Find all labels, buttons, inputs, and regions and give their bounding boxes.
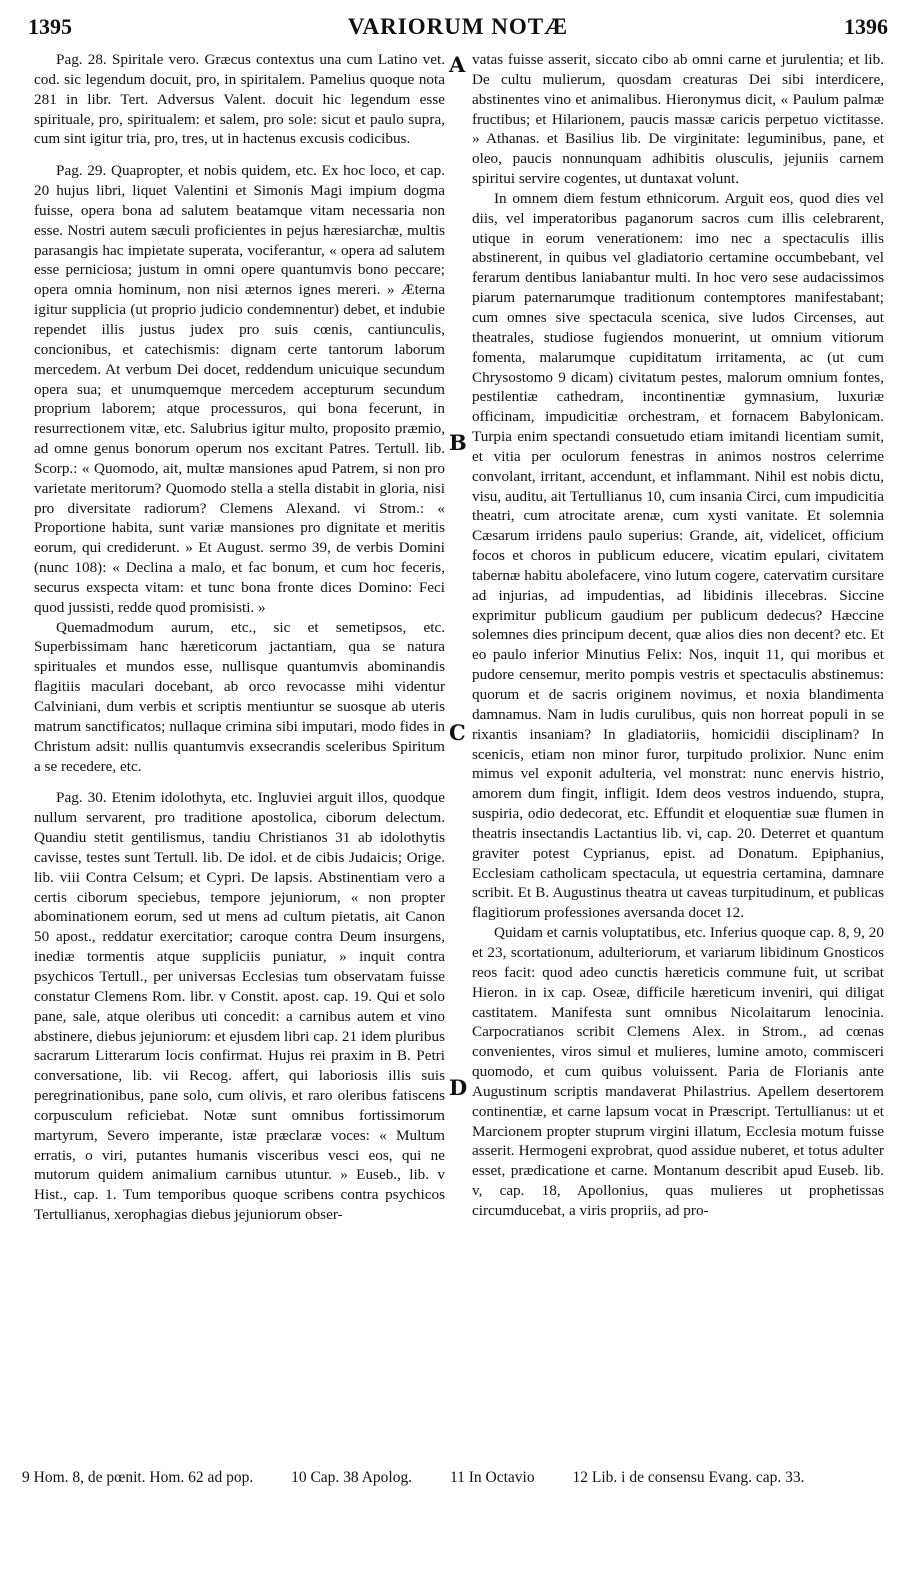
footnote: 9 Hom. 8, de pœnit. Hom. 62 ad pop.: [22, 1469, 254, 1486]
note-paragraph: vatas fuisse asserit, siccato cibo ab omni carne et jurulentia; et lib. De cultu mulierum, quosdam creaturas Dei sibi interdicere, abstinentes vino et animalibus. Hieronymus dicit, « Paulum palmæ fructibus; et Hilarionem, paucis massæ caricis perpetuo victitasse. » Athanas. et Basilius lib. De virginitate: leguminibus, pane, et oleo, paucis nonnunquam adhibitis olusculis, jejuniis carnem spiritui servire cogentes, ut duntaxat volunt.: [472, 51, 884, 188]
margin-letter-a: A: [449, 52, 466, 77]
left-column: [34, 50, 445, 1225]
footnote: 11 In Octavio: [449, 1469, 535, 1486]
margin-letter-d: D: [449, 1075, 468, 1100]
margin-letter-c: C: [449, 720, 466, 745]
footnotes: [22, 1467, 892, 1489]
note-paragraph: In omnem diem festum ethnicorum. Arguit eos, quod dies vel diis, vel imperatoribus paganorum sacros cum illis celebrarent, utique in eorum venerationem: imo nec a spectaculis illis abstinerent, in quibus vel gladiatorio certamine occumbebant, vel ferarum dentibus laniabantur multi. In hoc vero sese audacissimos piarum paternarumque traditionum contemptores manifestabant; cum omnes sive spectacula scenica, sive ludos Circenses, aut theatrales, studiose fugiendos monuerint, ut omnium vitiorum fomenta, malarumque cupiditatum irritamenta, ac (ut cum Chrysostomo 9 dicam) civitatum pestes, malorum omnium fontes, pestilentiæ cathedram, incontinentiæ gymnasium, luxuriæ officinam, impudicitiæ orchestram, et fornacem Babylonicam. Turpia enim spectandi consuetudo etiam imitandi licentiam sumit, et vitia per oculorum fenestras in animos nostros celerrime convolant, irritant, accendunt, et inflammant. Nihil est nobis dictu, visu, auditu, ait Tertullianus 10, cum insania Circi, cum impudicitia theatri, cum atrocitate arenæ, cum xysti vanitate. Et solemnia Cæsarum irridens paulo superius: Grande, ait, videlicet, officium focos et choros in publicum educere, vicatim epulari, civitatem tabernæ habitu abolefacere, vino lutum cogere, catervatim cursitare ad injurias, ad impudentias, ad libidinis illecebras. Siccine exprimitur publicum gaudium per publicum dedecus? Hæccine solemnes dies principum decent, quæ alios dies non decent? etc. Et eo paulo inferior Minutius Felix: Nos, inquit 11, qui moribus et pudore censemur, merito pompis vestris et spectaculis abstinemus: quorum et de sacris originem novimus, et noxia blandimenta damnamus. Nam in ludis curulibus, quis non horreat populi in se rixantis insaniam? In gladiatoriis, homicidii disciplinam? In scenicis, etiam non minor furor, turpitudo prolixior. Nunc enim mimus vel exponit adulteria, vel monstrat: nunc enervis histrio, amorem dum fingit, infligit. Idem deos vestros induendo, stupra, suspiria, odio dedecorat, etc. Effundit et eloquentiæ suæ flumen in theatris insectandis Lactantius lib. vi, cap. 20. Deterret et quantum graviter potest Cyprianus, epist. ad Donatum. Epiphanius, Ecclesiam catholicam spectacula, ut equestria certamina, damnare scribit. Et B. Augustinus theatra ut caveas turpitudinum, et publicas flagitiorum professiones aversanda docet 12.: [472, 189, 884, 922]
note-paragraph: Pag. 28. Spiritale vero. Græcus contextus una cum Latino vet. cod. sic legendum docuit, pro, in spiritalem. Pamelius quoque nota 281 in libr. Tert. Adversus Valent. docuit hic legendum esse spirituale, pro, spiritualem: et salem, pro sole: sicut et paulo supra, cum sint igitur tria, pro, tres, ut in hactenus excusis codicibus.: [34, 51, 445, 148]
right-column: [472, 50, 884, 1221]
page-header: [28, 14, 888, 42]
footnote: 10 Cap. 38 Apolog.: [291, 1469, 413, 1486]
margin-letter-b: B: [449, 430, 467, 455]
note-paragraph: Quemadmodum aurum, etc., sic et semetipsos, etc. Superbissimam hanc hæreticorum jactantiam, qua se natura spirituales et mundos esse, nullisque quantumvis abominandis flagitiis maculari docebant, ab orco revocasse mihi videntur Calviniani, dum verbis et scriptis mentiuntur se suosque ab uteris matrum sanctificatos; nullaque crimina sibi imputari, modo fides in Christum adsit: nullis quantumvis exsecrandis sceleribus Spiritum a se recedere, etc.: [34, 618, 445, 775]
footnote: 12 Lib. i de consensu Evang. cap. 33.: [572, 1469, 805, 1486]
note-paragraph: Pag. 30. Etenim idolothyta, etc. Ingluviei arguit illos, quodque nullum servarent, pro traditione apostolica, ciborum delectum. Quandiu stetit gentilismus, tandiu Christianos 31 ab idolothytis cavisse, testes sunt Tertull. lib. De idol. et de cibis Judaicis; Orige. lib. viii Contra Celsum; et Cypri. De lapsis. Abstinentiam vero a certis ciborum speciebus, tempore jejuniorum, « non propter abominationem eorum, sed ut mens ad cultum pietatis, ait Canon 50 apost., reddatur exercitatior; caroque contra Deum insurgens, inediæ tormentis atque suppliciis puniatur, » inquit contra psychicos Tertull., per universas Ecclesias tum observatam fuisse constatur Clemens Rom. libr. v Constit. apost. cap. 19. Qui et solo pane, sale, atque oleribus uti concedit: a carnibus autem et vino abstinere, diebus jejuniorum: et ejusdem libri cap. 21 idem pluribus sacrarum Litterarum locis confirmat. Hujus rei praxim in B. Petri conversatione, lib. vii Recog. affert, qui laboriosis illis suis peregrinationibus, pane solo, cum olivis, et raro oleribus fatiscens corpusculum reficiebat. Notæ sunt omnibus fortissimorum martyrum, Severo imperante, istæ præclaræ voces: « Multum erratis, o viri, putantes humanis visceribus vesci eos, qui ne mutorum quidem animalium carnibus utuntur. » Euseb., lib. v Hist., cap. 1. Tum temporibus quoque scribens contra psychicos Tertullianus, xerophagias diebus jejuniorum obser-: [34, 789, 445, 1224]
note-paragraph: Pag. 29. Quapropter, et nobis quidem, etc. Ex hoc loco, et cap. 20 hujus libri, liquet Valentini et Simonis Magi impium dogma fuisse, opera bona ad salutem beatamque vitam necessaria non esse. Nostri autem sæculi proficientes in pejus hæresiarchæ, multis parasangis hac impietate superata, vociferantur, « opera ad salutem esse perniciosa; justum in omni opere quantumvis bono peccare; opera omnia hominum, non nisi æternos ignes mereri. » Æterna igitur supplicia (ut proprio judicio condemnentur) debet, et indubie rependet illis justus judex pro suis cœnis, cantiunculis, concionibus, et catechismis: dignam certe tantorum laborum mercedem. At verbum Dei docet, reddendum unicuique secundum opera sua; et unumquemque mercedem accepturum secundum proprium laborem; atque processuros, qui bona fecerunt, in resurrectionem vitæ, etc. Salubrius igitur multo, proposito præmio, ad omne genus bonorum operum nos excitant Patres. Tertull. lib. Scorp.: « Quomodo, ait, multæ mansiones apud Patrem, si non pro varietate meritorum? Quomodo stella a stella distabit in gloria, nisi pro diversitate radiorum? Clemens Alexand. vi Strom.: « Proportione habita, sunt variæ mansiones pro dignitate et meritis eorum, qui crediderunt. » Et August. sermo 39, de verbis Domini (nunc 108): « Declina a malo, et fac bonum, et cum hoc feceris, securus exspecta vitam: et tunc bona fronte dices Domino: Feci quod jussisti, redde quod promisisti. »: [34, 162, 445, 616]
note-paragraph: Quidam et carnis voluptatibus, etc. Inferius quoque cap. 8, 9, 20 et 23, scortationum, adulteriorum, et variarum libidinum Gnosticos reos facit: quod adeo cunctis hæreticis commune fuit, ut scribat Hieron. in ix cap. Oseæ, difficile hæreticum inveniri, qui diligat castitatem. Manifesta sunt omnibus Nicolaitarum lenocinia. Carpocratianos scribit Clemens Alex. in Strom., ad cœnas convenientes, viros simul et mulieres, lumine amoto, commisceri quomodo, et cum quibus voluissent. Paria de Florianis ante Augustinum scriptis mandaverat Philastrius. Apellem desertorem continentiæ, et carne lapsum vocat in Præscript. Tertullianus: ut et Marcionem propter stuprum virgini illatum, Ecclesia motum fuisse asserit. Hermogeni exprobrat, quod assidue nuberet, et totus adulter esset, prædicatione et carne. Montanum describit apud Euseb. lib. v, cap. 18, Apollonius, quas mulieres ut prophetissas circumducebat, a viris propriis, ad pro-: [472, 924, 884, 1219]
page-number-left: 1395: [28, 14, 72, 39]
running-title: VARIORUM NOTÆ: [347, 14, 569, 39]
page-number-right: 1396: [844, 14, 888, 39]
